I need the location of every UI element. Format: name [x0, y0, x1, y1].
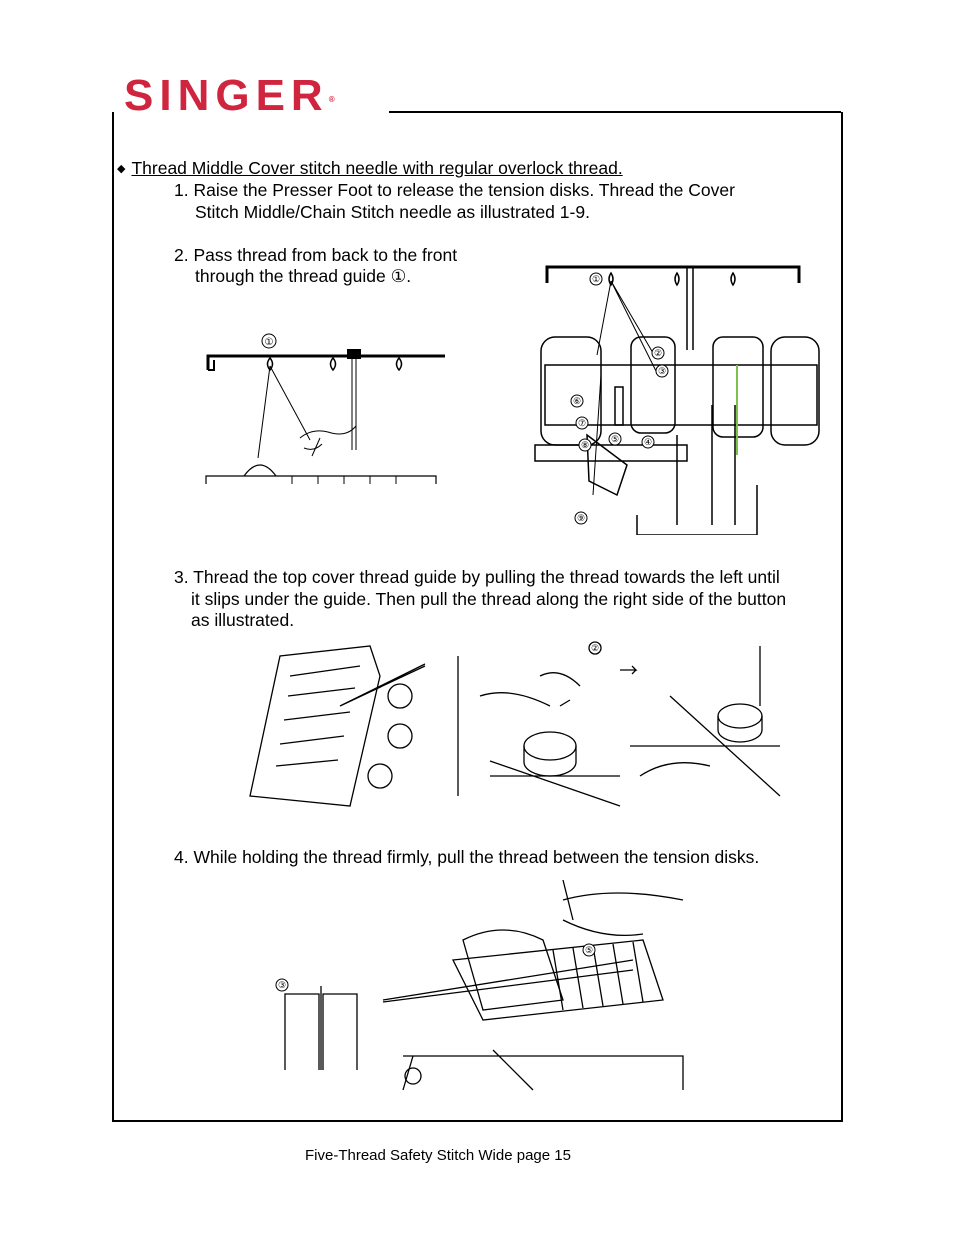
bullet-icon: ◆: [117, 163, 126, 175]
step-1-line-1: 1. Raise the Presser Foot to release the tension disks. Thread the Cover: [174, 180, 735, 200]
thread-stand-illustration: [200, 330, 445, 490]
page-footer: Five-Thread Safety Stitch Wide page 15: [305, 1147, 571, 1164]
svg-text:②: ②: [653, 348, 663, 358]
step-2-line-2: through the thread guide ①.: [195, 266, 412, 286]
svg-text:①: ①: [591, 274, 601, 284]
step-4-line-1: 4. While holding the thread firmly, pull the thread between the tension disks.: [174, 847, 760, 867]
step-3-line-3: as illustrated.: [191, 610, 295, 630]
svg-text:⑦: ⑦: [577, 418, 587, 428]
callout-3: ③: [277, 980, 287, 990]
callout-2: ②: [590, 643, 600, 653]
step-2-line-1: 2. Pass thread from back to the front: [174, 245, 458, 265]
machine-threading-illustration: [527, 255, 832, 535]
svg-text:⑨: ⑨: [576, 513, 586, 523]
tension-disks-illustration: [263, 880, 688, 1095]
svg-text:⑥: ⑥: [572, 396, 582, 406]
svg-text:⑤: ⑤: [610, 434, 620, 444]
singer-logo: SINGER®: [124, 71, 335, 120]
callout-1: ①: [264, 337, 274, 348]
cover-thread-guide-illustration: [240, 636, 785, 811]
step-3-line-2: it slips under the guide. Then pull the thread along the right side of the button: [191, 589, 787, 609]
section-heading: ◆ Thread Middle Cover stitch needle with regular overlock thread.: [117, 158, 623, 178]
callout-5: ⑤: [584, 945, 594, 955]
svg-text:⑧: ⑧: [580, 440, 590, 450]
svg-text:④: ④: [643, 437, 653, 447]
step-3-line-1: 3. Thread the top cover thread guide by pulling the thread towards the left until: [174, 567, 780, 587]
step-1-line-2: Stitch Middle/Chain Stitch needle as illustrated 1-9.: [195, 202, 590, 222]
svg-text:③: ③: [657, 366, 667, 376]
